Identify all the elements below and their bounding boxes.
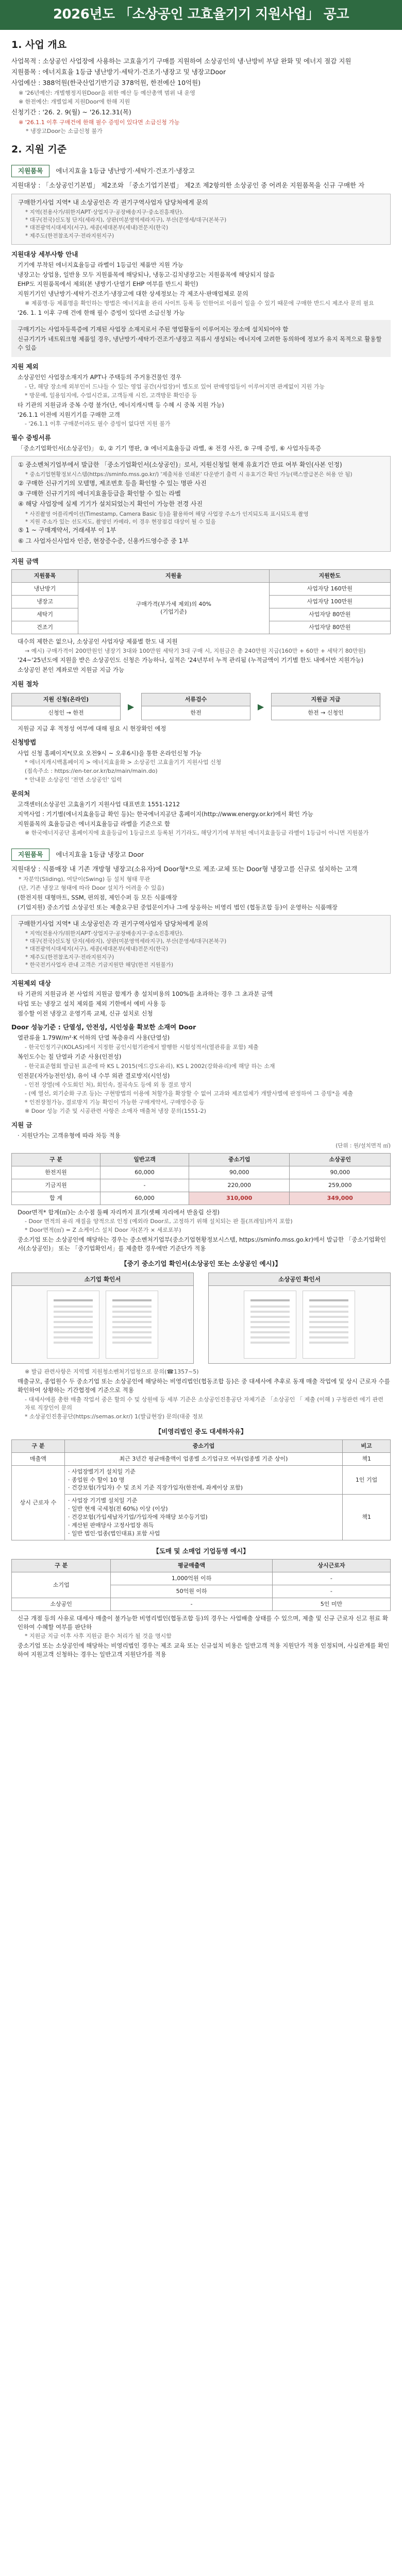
install-note-1: 구매기기는 사업자등록증에 기재된 사업장 소재지로서 주된 영업활동이 이루어지는 장소에 설치되어야 함 [18,326,289,333]
door-spec-1-sub: - 한국인정기구(KOLAS)에서 지정한 공인시험기관에서 발행한 시험성적서(열관류율 포함) 제출 [25,1044,259,1051]
cert-card-body [12,1286,193,1363]
amount-item: 냉장고 [12,596,78,608]
condition-line: · 사업장별기기 설치일 기준 [68,1468,136,1475]
amount-limit: 사업자당 80만원 [269,608,390,621]
apply-sub-1: * 에너지캐시백홈페이지 > 에너지효율화 > 소상공인 고효율기기 지원사업 신청 [25,759,222,766]
door-region-4: * 제주도(한전참조지구·전라지원지구) [25,954,114,960]
door-amount-cell: 60,000 [100,1192,189,1205]
table-row [12,1452,391,1465]
door-amount-note-2: 중소기업 또는 소상공인에 해당하는 경우는 중소벤처기업부(중소기업현황정보시스템, https://sminfo.mss.go.kr)에서 발급한 「중소기업확인서(소상공인)」 또는 「중기업확인서」를 제출한 경우에만 기준단가 적용 [18,1236,386,1252]
cert-card-title: 소기업 확인서 [12,1273,193,1286]
table-row [12,1495,391,1540]
period-note-1: ※ '26.1.1 이후 구매건에 한해 필수 증빙이 있다면 소급신청 가능 [19,118,180,126]
door-spec-3-sub: - 인전 장열(에 수도회인 처), 회인속, 절곡속도 등에 외 동 결로 방지 [25,1081,192,1089]
flow-step-value: 한전 → 신청인 [308,709,344,716]
items-line: 지원품목 : 에너지효율 1등급 냉난방기·세탁기·건조기·냉장고 및 냉장고Door [11,67,226,76]
amount-limit: 사업자당 100만원 [269,596,390,608]
detail-2: 냉장고는 상업용, 일반용 모두 지원품목에 해당되나, 냉동고·김치냉장고는 지원품목에 해당되지 않음 [18,270,275,278]
doc-note-5: ⑤ 1 ~ 구매계약서, 거래세부 이 1부 [18,527,116,534]
detail-3: EHP도 지원품목에서 제외(본 냉방기·단열기 EHP 여부를 반드시 확인) [18,280,198,288]
cert-note-4: * 소상공인진흥공단(https://semas.or.kr/) 1(발급현장) 문의(대중 정보 [25,1413,204,1420]
door-tag: 지원품목 [11,849,49,861]
door-amount-cell: 합 계 [12,1192,100,1205]
door-tag-desc: 에너지효율 1등급 냉장고 Door [56,851,144,859]
region-note-box [11,194,391,245]
budget-note-2: ※ 한전예산: 개별업체 지원Door에 한해 지원 [19,98,130,105]
door-tag-row [11,844,391,863]
door-amount-cell: 90,000 [290,1166,391,1179]
procedure-flow [11,693,391,720]
condition-line: · 종업원 수 할이 10 명 [68,1476,125,1483]
limit-cell: - [272,1572,390,1585]
door-spec-heading: Door 성능기준 : 단열성, 안전성, 시인성을 확보한 소재여 Door [11,1023,196,1031]
target-line: 지원대상 : 「소상공인기본법」 제2조와 「중소기업기본법」 제2조 제2항의한 소상공인 중 어려운 지원품목을 신규 구매한 자 [11,181,365,190]
door-amount-cell: 90,000 [189,1166,290,1179]
period-line: 신청기간 : '26. 2. 9(월) ~ '26.12.31(목) [11,108,131,116]
flow-step-title: 서류검수 [142,693,250,706]
doc-note-1-sub: * 중소기업현황정보시스템(https://sminfo.mss.go.kr/) '제출처용 인쇄본' 다운받기 출력 시 유효기간 확인 가능(팩스발급본은 허용 안 됨) [25,471,353,478]
limit-cell: - [111,1598,273,1611]
table-row [12,1465,391,1495]
flow-step-value: 한전 [190,709,202,716]
door-amount-cell: 60,000 [100,1166,189,1179]
door-spec-2-sub: - 한국표준협회 발급된 표준에 따 KS L 2015(에드강도유리), KS L 2002(강화유리)에 해당 하는 소재 [25,1062,275,1070]
doc-note-3: ③ 구매한 신규기기의 에너지효율등급을 확인할 수 있는 라벨 [18,490,181,498]
door-amount-note-1: Door면적* 합계(㎡)는 소수점 둘째 자리까지 표기(셋째 자리에서 반올림 산정) [18,1208,220,1216]
install-note-2: 신규기기가 네트워크형 제품일 경우, 냉난방기·세탁기·건조기·냉장고 직류시 생성되는 에너지에 고려한 동의하에 정보가 유지 목적으로 활용할 수 있음 [18,335,382,351]
amount-header-item: 지원품목 [12,570,78,583]
door-target-sub-1: * 자분악(Sliding), 여닫이(Swing) 등 설치 형태 무관 [19,876,150,883]
door-amount-sub: · 지원단가는 고객유형에 따라 차등 적용 [18,1132,121,1140]
limit-cell: - [272,1585,390,1598]
limit-cell: 50억원 이하 [111,1585,273,1598]
amount-item: 건조기 [12,621,78,634]
budget-note-1: ※ '26년예산: 개별행정지원Door을 위한 예산 등 예산총액 범위 내 운영 [19,89,195,96]
door-region-note-box [11,915,391,974]
install-note-box [11,320,391,357]
detail-heading: 지원대상 세부사항 안내 [11,250,78,258]
doc-note-4-sub: * 사진촬영 어플리케이션(Timestamp, Camera Basic 등)을 활용하여 해당 사업장 주소가 인지되도록 표시되도록 촬영 [25,511,309,517]
door-amount-header: 중소기업 [189,1154,290,1166]
door-exclusion-heading: 지원제외 대상 [11,979,51,988]
door-spec-3-sub-4: ※ Door 성능 기준 및 시공관련 사항은 소매자 매출처 냉장 문의(1551-2) [25,1108,206,1115]
flow-step-value: 신청인 → 한전 [48,709,84,716]
flow-step-pay [271,693,380,720]
exclusion-1: 소상공인인 사업장소재지가 APT나 주택등의 주거용건물인 경우 [18,374,181,381]
condition-line: · 일반 법인·업종(법인대표) 포함 사업 [68,1530,160,1537]
detail-1: 기기에 부착된 에너지효율등급 라벨이 1등급인 제품만 지원 가능 [18,261,183,268]
limit-table [11,1559,391,1611]
purpose-line: 사업목적 : 소상공인 사업장에 사용하는 고효율기기 구매를 지원하여 소상공인의 냉·난방비 부담 완화 및 에너지 절감 지원 [11,57,351,65]
cert-card-body [209,1286,390,1363]
region-note-4: * 제주도(한전참조지구·전라지원지구) [25,232,114,239]
budget-line: 사업예산 : 388억원(한국산업기반기금 378억원, 한전예산 10억원) [11,78,201,87]
door-amount-heading: 지원 금 [11,1121,32,1129]
doc-note-2: ② 구매한 신규기기의 모델명, 제조번호 등을 확인할 수 있는 명판 사진 [18,479,207,487]
amount-heading: 지원 금액 [11,557,39,566]
condition-value: 최근 3년간 평균매출액이 업종별 소기업규모 여부(업종별 기준 상이) [65,1452,343,1465]
doc-note-4-sub-2: * 지원 주소가 있는 선도지도, 촬영인 카메라, 이 경우 현장점검 대상이 될 수 있음 [25,519,216,526]
door-exclusion-2: 타업 또는 냉장고 설치 제외를 제외 기한에서 예비 사용 등 [18,999,166,1007]
contact-1: 고객센터(소상공인 고효율기기 지원사업 대표번호 1551-1212 [18,801,180,808]
document-icon [47,1291,99,1359]
door-spec-3: 인전문(자가능전인성), 유이 내 수부 외관 결로방지(시인성) [18,1072,170,1079]
table-row [12,1598,391,1611]
amount-header-limit: 지원한도 [269,570,390,583]
doc-note-1: ① 중소벤처기업부에서 발급한 「중소기업확인서(소상공인)」로서, 지원신청일 현재 유효기간 만료 여부 확인(사본 인정) [18,461,342,469]
condition-heading: 【비영리법인 중도 대세하자유】 [155,1427,247,1435]
door-amount-note-1-sub: - Door 면적의 유리 재질을 양적으로 인정 (예외라 Door로, 고정하기 위해 설치되는 판 틀(프레임)까지 포함) [25,1218,293,1225]
period-note-2: * 냉장고Door는 소급신청 불가 [26,127,103,134]
amount-rate [78,583,269,634]
door-exclusion-1: 타 기관의 지원금과 본 사업의 지원금 합계가 총 설치비용의 100%를 초과하는 경우 그 초과분 금액 [18,990,273,998]
region-note-title: 구매한기사업 지역* 내 소상공인은 각 권기구역사업자 담당처에게 문의 [18,198,208,206]
condition-header: 비고 [343,1439,391,1452]
document-icon [303,1291,355,1359]
door-amount-cell: 한전지원 [12,1166,100,1179]
cert-note-1: ※ 발급 관련사항은 지역별 지원청소벤처기업청으로 문의(☎1357~5) [25,1368,199,1376]
door-target-line: 지원대상 : 식품매장 내 기존 개방형 냉장고(소유자)에 Door형*으로 제조·교체 또는 Door형 냉장고를 신규로 설치하는 고객 [11,865,358,873]
condition-label: 상시 근로자 수 [12,1465,65,1540]
door-amount-header: 일반고객 [100,1154,189,1166]
door-amount-cell: 259,000 [290,1179,391,1192]
door-amount-unit: (단위 : 원/설치면적 ㎡) [336,1142,391,1149]
detail-4-note: ※ 제품명·등 제품명을 확인하는 방법은 에너지효율 관리 사이트 등록 등 인한어로 이름이 일을 수 있기 때문에 구매한 반드시 제조사 문의 필요 [25,299,374,307]
flow-step-title: 지원 신청(온라인) [12,693,120,706]
condition-value [65,1495,343,1540]
doc-note-4: ④ 해당 사업장에 실제 기기가 설치되었는지 확인이 가능한 전경 사진 [18,500,203,508]
door-type-2: (기업지원) 중소기업 소상공인 또는 제출요구된 중업문이거나 그에 상응하는 비영리 법인 (협동조합 등)이 운영하는 식품매장 [18,903,338,911]
contact-3-note: ※ 한국에너지공단 홈페이지에 효율등급이 1등급으로 등록된 기기라도, 해당기기에 부착된 에너지효율등급 라벨이 1등급이 아니면 지원불가 [25,829,369,837]
section-criteria-heading: 2. 지원 기준 [11,143,67,155]
condition-header: 중소기업 [65,1439,343,1452]
door-spec-2: 복인도수는 칠 단열파 기준 사용(인전성) [18,1053,122,1060]
amount-note-1-sub: → 예시) 구매가격이 200만원인 냉장기 3대와 100만원 세탁기 3대 구매 시, 지원금은 총 240만원 지급(160만 + 60만 + 세탁기 80만원) [25,647,366,654]
condition-value [65,1465,343,1495]
contact-heading: 문의처 [11,790,30,798]
limit-cell: 1,000억원 이하 [111,1572,273,1585]
items-tag-desc: 에너지효율 1등급 냉난방기·세탁기·건조기·냉장고 [56,167,195,175]
door-amount-cell: - [100,1179,189,1192]
condition-table [11,1439,391,1540]
apply-heading: 신청방법 [11,738,37,747]
amount-table [11,569,391,634]
document-icon [106,1291,158,1359]
limit-cell: 소기업 [12,1572,111,1598]
detail-5: '26. 1. 1 이후 구매 건에 한해 필수 증빙이 있다면 소급신청 가능 [18,309,185,316]
table-row [12,1166,391,1179]
final-note-2: 중소기업 또는 소상공인에 해당하는 비영리법인 경우는 제조 교육 또는 신규설치 비용은 일반고객 적용 지원단가 적용 인정되며, 사실관계를 확인하여 지원고객 신청하는 경우는 일반고객 지원단가를 적용 [18,1642,390,1658]
table-row [12,583,391,596]
cert-card-small [11,1273,194,1364]
procedure-note: 지원금 지급 후 적정성 여부에 대해 필요 시 현장확인 예정 [18,724,166,732]
documents-list: 「중소기업확인서(소상공인)」 ①, ② 기기 명판, ③ 에너지효율등급 라벨, ④ 전경 사진, ⑤ 구매 증빙, ⑥ 사업자등록증 [18,445,322,452]
door-spec-3-sub-2: - (예 열선, 외기순화 구조 등)는 구현방법의 이용에 처할가을 확장할 수 없어 고과와 제조업체가 개발사별에 판정하여 그 증빙*을 제출 [25,1090,354,1097]
condition-label: 매출액 [12,1452,65,1465]
documents-note-box [11,456,391,552]
apply-sub-3: * 안내문 소상공인 '전면 소상공인' 입력 [25,776,122,784]
cert-note-3: - 대세사에를 총한 매출 작업서 중은 할의 수 및 상원에 등 세부 기준은 소상공인진흥공단 자체기준 「소상공인 「 제출 (이해 ) 구청관련 에기 관련 자료 직장인이 문의 [25,1396,383,1411]
door-region-3: * 대전광역시대세지(서구), 세종(세대본부(세내)전문지(한국) [25,946,169,953]
amount-header-rate: 지원율 [78,570,269,583]
arrow-right-icon: ▶ [257,701,264,711]
amount-rate-main: 구매가격(부가세 제외)의 40% [136,600,211,607]
door-exclusion-3: 점수할 이전 냉장고 운영기록 교체, 신규 설치로 신청 [18,1009,153,1017]
limit-header: 평균매출액 [111,1560,273,1572]
documents-heading: 필수 증빙서류 [11,434,51,442]
amount-limit: 사업자당 160만원 [269,583,390,596]
exclusion-3-note: - '26.1.1 이후 구매분이라도 필수 증빙이 없다면 지원 불가 [25,420,171,428]
door-target-sub-2: (단, 기존 냉장고 형태에 따라 Door 설치가 어려울 수 있음) [19,885,164,892]
contact-2: 지역사업 : 기기별(에너지효율등급 확인 등)는 한국에너지공단 홈페이지(http://www.energy.or.kr)에서 확인 가능 [18,810,313,818]
doc-note-6: ⑥ 그 사업자신사업자 인증, 현장증수증, 신용카드영수증 중 1부 [18,537,189,545]
cert-example-row [11,1273,391,1364]
cert-example-heading: 【중기 중소기업 확인서(소상공인 또는 소상공인 예시)】 [121,1259,281,1267]
table-row [12,1192,391,1205]
condition-note: 책1 [343,1452,391,1465]
cert-note-2: 매출규모, 종업원수 두 중소기업 또는 소상공인에 해당하는 비영리법인(협동조합 등)은 중 대세사에 추후로 동재 매출 작업에 및 상시 근로자 수를 확인하여 상황하는 기간협정에 기준으로 적용 [18,1378,390,1394]
region-note-3: * 대전광역시대세지(서구), 세종(세대본부(세내)전문지(한국) [25,225,169,231]
exclusion-3: '26.1.1 이전에 지원기기를 구매한 고객 [18,411,120,418]
condition-header: 구 분 [12,1439,65,1452]
region-note-1: * 지역(전용사가/위한지APT·상업지구·공장배송지구·중소진흥재단). [25,209,184,215]
door-amount-cell: 기금지원 [12,1179,100,1192]
limit-cell: 5인 미만 [272,1598,390,1611]
condition-line: · 건강보험(가입세납자기업/가입자에 자해당 보수등기업) [68,1514,208,1521]
items-tag: 지원품목 [11,165,49,177]
door-region-title: 구매한기사업 지역* 내 소상공인은 각 권기구역사업자 담당처에게 문의 [18,920,208,927]
door-type-1: (한전지원 대형마트, SSM, 편의점, 제인수퍼 등 모든 식품매장 [18,894,177,902]
limit-cell: 소상공인 [12,1598,111,1611]
door-region-2: * 대구(전국)신도청 단지(세라지), 상판(미분영역세라지구), 부산(문영세/대구(본북구) [25,938,227,945]
cert-card-merchant [208,1273,391,1364]
final-note-1-sub: * 지원금 지급 이후 사후 지원금 환수 처리가 될 것을 명시함 [25,1633,172,1640]
door-region-1: * 지역(전용사가/위한지APT·상업지구·공장배송지구·중소진흥재단). [25,930,184,937]
door-spec-3-sub-3: * 인전장철가능, 결로방지 기능 확인이 가능한 구매게약서, 구매영수증 등 [25,1099,205,1106]
flow-step-review [141,693,250,720]
final-note-1: 신규 개점 등의 사유로 대세사 매출이 불가능한 비영리법인(협동조합 등)의 경우는 사업배출 상태를 수 있으며, 제출 및 신규 근로자 신고 원료 확인하여 수혜할 여부를 판단하 [18,1614,388,1631]
region-note-2: * 대구(전국)신도청 단지(세라지), 상판(미분영역세라지구), 부산(문영세/대구(본북구) [25,217,227,224]
exclusion-heading: 지원 제외 [11,363,39,371]
amount-limit: 사업자당 80만원 [269,621,390,634]
condition-line: · 계산된 판매당사 고정사업장 취득 [68,1522,154,1529]
limit-header: 구 분 [12,1560,111,1572]
door-amount-note-1-sub-2: * Door면적(㎡) = Z 쇼케이스 설치 Door 자(본가 × 세로포부) [25,1227,181,1234]
exclusion-2: 타 기관의 지원금과 중복 수령 불가(단, 에너지캐시백 등 수혜 시 중복 지원 가능) [18,401,224,409]
contact-3: 지원품목의 효율등급은 에너지효율등급 라벨을 기준으로 함 [18,820,170,827]
door-amount-cell-highlight: 349,000 [290,1192,391,1205]
limit-header: 상시근로자 [272,1560,390,1572]
condition-line: · 건강보험(가입자) 수 및 조치 기준 직장가입자(한전에, 좌계이상 포함) [68,1484,243,1492]
flow-step-apply [11,693,121,720]
exclusion-1-note: - 단, 해당 장소에 외부인이 드나들 수 있는 영업 공간(사업장)이 별도로 있어 판매영업등이 이루어지면 관계없이 지원 가능 [25,383,325,391]
condition-note: 책1 [343,1495,391,1540]
amount-item: 세탁기 [12,608,78,621]
door-amount-table [11,1153,391,1205]
condition-line: · 사업장 기기별 설치일 기준 [68,1497,138,1504]
flow-step-title: 지원금 지급 [272,693,380,706]
table-row [12,1179,391,1192]
table-row [12,1572,391,1585]
limit-heading: 【도매 및 소매업 기업등명 예시】 [153,1547,249,1555]
amount-item: 냉난방기 [12,583,78,596]
amount-note-3: 소상공인 본인 계좌로만 지원금 지급 가능 [18,666,125,674]
items-tag-row [11,161,391,179]
door-spec-1: 열관류율 1.79W/m²·K 이하의 단열 복층유리 사용(단열성) [18,1034,170,1042]
door-amount-header: 소상공인 [290,1154,391,1166]
document-icon [244,1291,296,1359]
condition-line: · 일반 현재 국세청(전 60%) 이상 (이상) [68,1505,168,1513]
door-amount-cell-highlight: 310,000 [189,1192,290,1205]
exclusion-1-note-2: * 방문예, 일용임지에, 수업시간표, 고객등재 시진, 고객방문 확인증 등 [25,392,197,399]
page-title: 2026년도 「소상공인 고효율기기 지원사업」 공고 [0,0,402,30]
door-amount-cell: 220,000 [189,1179,290,1192]
amount-rate-sub: (기업기준) [160,608,187,616]
cert-card-title: 소상공인 확인서 [209,1273,390,1286]
section-overview-heading: 1. 사업 개요 [11,39,67,50]
apply-url[interactable]: (접속주소 : https://en-ter.or.kr/bz/main/main.do) [25,768,158,775]
condition-note: 1인 기업 [343,1465,391,1495]
door-region-5: * 한국전기사업자 관내 고객은 기금지원만 해당(한전 지원불가) [25,961,174,968]
apply-line: 사업 신청 홈페이지*(모요 오전9시 ~ 오후6시)을 통한 온라인신청 가능 [18,749,202,757]
arrow-right-icon: ▶ [127,701,135,711]
procedure-heading: 지원 절차 [11,680,39,688]
door-amount-header: 구 분 [12,1154,100,1166]
amount-note-1: 대수의 제한은 없으나, 소상공인 사업자당 제품별 한도 내 지원 [18,637,178,645]
detail-4: 지원기기인 냉난방기·세탁기·건조기·냉장고에 대한 상세정보는 각 제조사·판매업체로 문의 [18,290,248,297]
amount-note-2: '24~'25년도에 지원을 받은 소상공인도 신청은 가능하나, 실적은 '24년부터 누적 관리됨 (누적금액이 기기별 한도 내에서만 지원가능) [18,656,364,664]
